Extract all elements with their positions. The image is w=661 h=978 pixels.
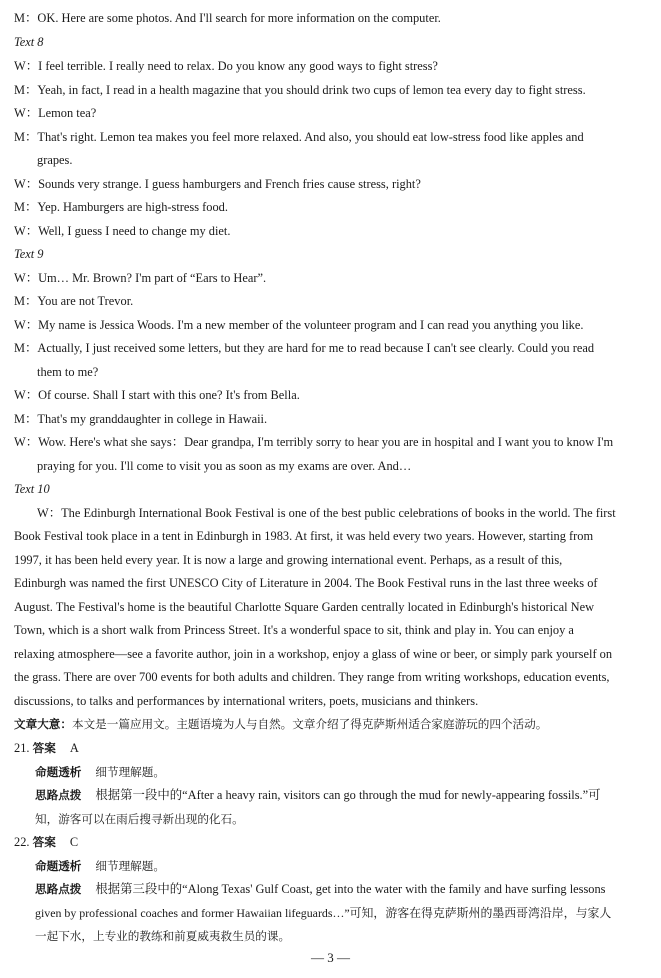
dialog-line-continuation: them to me?: [37, 365, 99, 379]
passage-line: 1997, it has been held every year. It is now a large and growing international event. Perhaps, as a result of this,: [14, 553, 563, 567]
dialog-line: M：Actually, I just received some letters, but they are hard for me to read because I can't see clearly. Could you read: [14, 341, 595, 355]
dialog-line: W：I feel terrible. I really need to relax. Do you know any good ways to fight stress?: [14, 59, 438, 73]
answer-21-reason: 思路点拨 根据第一段中的“After a heavy rain, visitors can go through the mud for newly-appearing fossils.”可: [35, 788, 601, 802]
dialog-line: W：Well, I guess I need to change my diet.: [14, 224, 231, 238]
dialog-line: M：You are not Trevor.: [14, 294, 134, 308]
summary-text: 本文是一篇应用文。主题语境为人与自然。文章介绍了得克萨斯州适合家庭游玩的四个活动。: [71, 717, 548, 731]
section-label-text-10: Text 10: [14, 482, 50, 496]
dialog-line: M：That's right. Lemon tea makes you feel more relaxed. And also, you should eat low-stress food like apples and: [14, 130, 584, 144]
passage-line: the grass. There are over 700 events for both adults and children. They range from writing workshops, education events,: [14, 670, 610, 684]
answer-21-type: 命题透析 细节理解题。: [35, 765, 165, 779]
answer-22-type: 命题透析 细节理解题。: [35, 859, 165, 873]
answer-22-reason-continuation: given by professional coaches and former Hawaiian lifeguards…”可知，游客在得克萨斯州的墨西哥湾沿岸，与家人: [35, 906, 612, 920]
dialog-line: W：Lemon tea?: [14, 106, 97, 120]
dialog-line: W：My name is Jessica Woods. I'm a new member of the volunteer program and I can read you anything you like.: [14, 318, 584, 332]
dialog-line: W：Of course. Shall I start with this one? It's from Bella.: [14, 388, 300, 402]
passage-line: Edinburgh was named the first UNESCO City of Literature in 2004. The Book Festival runs in the last three weeks of: [14, 576, 598, 590]
passage-line: August. The Festival's home is the beautiful Charlotte Square Garden centrally located in Edinburgh's historical New: [14, 600, 595, 614]
dialog-line: W：Sounds very strange. I guess hamburgers and French fries cause stress, right?: [14, 177, 421, 191]
answer-22-reason-continuation: 一起下水，上专业的教练和前夏威夷救生员的课。: [35, 929, 291, 943]
section-label-text-9: Text 9: [14, 247, 44, 261]
passage-line: Book Festival took place in a tent in Edinburgh in 1983. At first, it was held every two years. However, starting from: [14, 529, 594, 543]
article-summary: [14, 716, 650, 732]
dialog-line: W：Um… Mr. Brown? I'm part of “Ears to Hear”.: [14, 271, 267, 285]
section-label-text-8: Text 8: [14, 35, 44, 49]
dialog-line: W：Wow. Here's what she says：Dear grandpa, I'm terribly sorry to hear you are in hospital and I want you to know I'm: [14, 435, 614, 449]
answer-22-reason: 思路点拨 根据第三段中的“Along Texas' Gulf Coast, get into the water with the family and have surfing lessons: [35, 882, 606, 896]
dialog-line: M：Yep. Hamburgers are high-stress food.: [14, 200, 228, 214]
dialog-line: M：That's my granddaughter in college in Hawaii.: [14, 412, 268, 426]
answer-21-header: 21. 答案 A: [14, 741, 79, 755]
page-number: — 3 —: [311, 950, 350, 965]
passage-line: discussions, to talks and performances by international writers, poets, musicians and thinkers.: [14, 694, 479, 708]
passage-line: Town, which is a short walk from Princess Street. It's a wonderful space to sit, think and play in. You can enjoy a: [14, 623, 574, 637]
answer-21-reason-continuation: 知，游客可以在雨后搜寻新出现的化石。: [35, 812, 244, 826]
dialog-line: M：Yeah, in fact, I read in a health magazine that you should drink two cups of lemon tea every day to fight stress.: [14, 83, 586, 97]
dialog-line-continuation: grapes.: [37, 153, 73, 167]
answer-22-header: 22. 答案 C: [14, 835, 79, 849]
dialog-line-continuation: praying for you. I'll come to visit you as soon as my exams are over. And…: [37, 459, 412, 473]
passage-line: relaxing atmosphere—see a favorite author, join in a workshop, enjoy a glass of wine or beer, or simply park yourself on: [14, 647, 613, 661]
passage-line: W：The Edinburgh International Book Festival is one of the best public celebrations of books in the world. The first: [37, 506, 616, 520]
summary-label: 文章大意：: [14, 717, 72, 731]
dialog-line: M：OK. Here are some photos. And I'll search for more information on the computer.: [14, 11, 441, 25]
